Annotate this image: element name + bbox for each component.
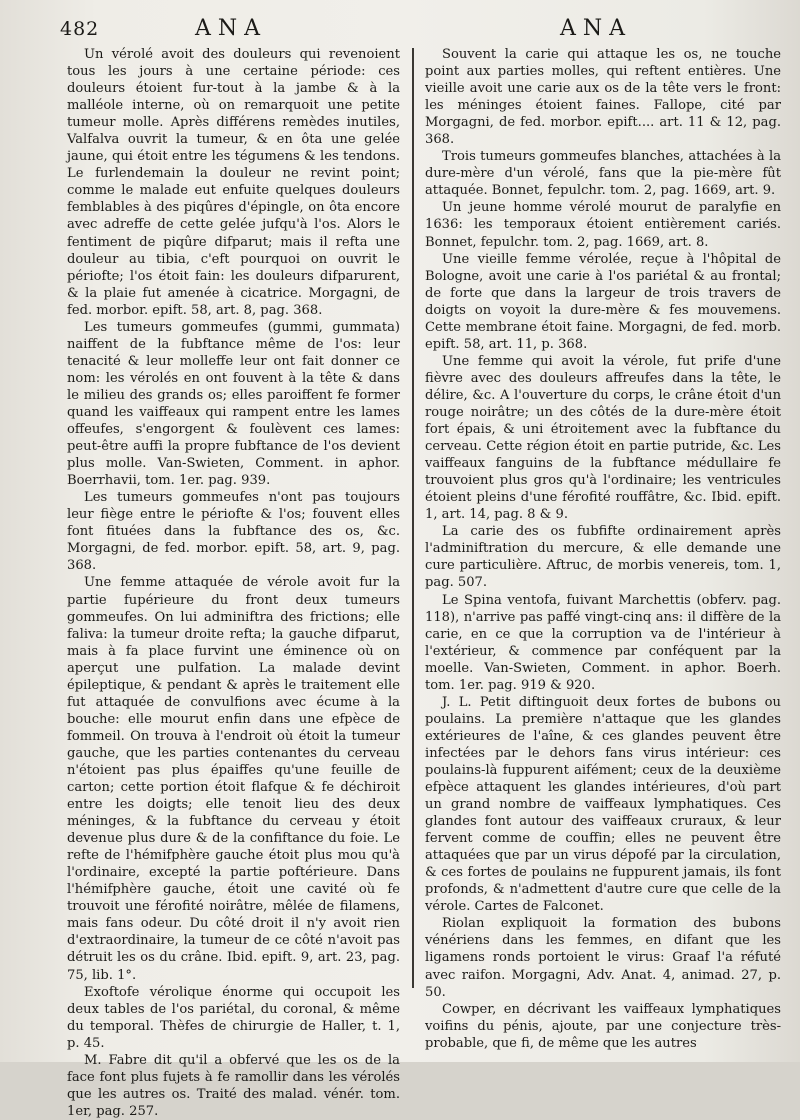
paragraph: Les tumeurs gommeufes n'ont pas toujours leur fiège entre le périofte & l'os; fouvent elles font fituées dans la fubftance des os, &c. Morgagni, de fed. morbor. epift. 58, art. 9, pag. 368. [67,490,400,574]
paragraph: Un vérolé avoit des douleurs qui revenoient tous les jours à une certaine période: ces douleurs étoient fur-tout à la jambe & à la malléole interne, où on remarquoit une petite tumeur molle. Après différens remèdes inutiles, Valfalva ouvrit la tumeur, & en ôta une gelée jaune, qui étoit entre les tégumens & les tendons. Le furlendemain la douleur ne revint point; comme le malade eut enfuite quelques douleurs femblables à des piqûres d'épingle, on ôta encore avec adreffe de cette gelée jufqu'à l'os. Alors le fentiment de piqûre difparut; mais il refta une douleur au tibia, c'eft pourquoi on ouvrit le périofte; l'os étoit fain: les douleurs difparurent, & la plaie fut amenée à cicatrice. Morgagni, de fed. morbor. epift. 58, art. 8, pag. 368. [67,47,400,318]
paragraph: Les tumeurs gommeufes (gummi, gummata) naiffent de la fubftance même de l'os: leur tenacité & leur molleffe leur ont fait donner ce nom: les vérolés en ont fouvent à la tête & dans le milieu des grands os; elles paroiffent fe former quand les vaiffeaux qui rampent entre les lames offeufes, s'engorgent & foulèvent ces lames: peut-être auffi la propre fubftance de l'os devient plus molle. Van-Swieten, Comment. in aphor. Boerrhavii, tom. 1er. pag. 939. [67,319,400,489]
paragraph: Souvent la carie qui attaque les os, ne touche point aux parties molles, qui reftent entières. Une vieille avoit une carie aux os de la tête vers le front: les méninges étoient faines. Fallope, cité par Morgagni, de fed. morbor. epift.... art. 11 & 12, pag. 368. [425,47,781,148]
paragraph: J. L. Petit diftinguoit deux fortes de bubons ou poulains. La première n'attaque que les glandes extérieures de l'aîne, & ces glandes peuvent être infectées par le dehors fans virus intérieur: ces poulains-là fuppurent aifément; ceux de la deuxième efpèce attaquent les glandes intérieures, d'où part un grand nombre de vaiffeaux lymphatiques. Ces glandes font autour des vaiffeaux cruraux, & leur fervent comme de couffin; elles ne peuvent être attaquées que par un virus dépofé par la circulation, & ces fortes de poulains ne fuppurent jamais, ils font profonds, & n'admettent d'autre cure que celle de la vérole. Cartes de Falconet. [425,694,781,915]
paragraph: Trois tumeurs gommeufes blanches, attachées à la dure-mère d'un vérolé, fans que la pie-mère fût attaquée. Bonnet, fepulchr. tom. 2, pag. 1669, art. 9. [425,149,781,199]
column-divider [412,48,414,988]
paragraph: Exoftofe vérolique énorme qui occupoit les deux tables de l'os pariétal, du coronal, & même du temporal. Thèfes de chirurgie de Haller, t. 1, p. 45. [67,984,400,1051]
running-title-right: ANA [560,16,633,41]
paragraph: Une femme qui avoit la vérole, fut prife d'une fièvre avec des douleurs affreufes dans la tête, le délire, &c. A l'ouverture du corps, le crâne étoit d'un rouge noirâtre; un des côtés de la dure-mère étoit fort épais, & uni étroitement avec la fubftance du cerveau. Cette région étoit en partie putride, &c. Les vaiffeaux fanguins de la fubftance médullaire fe trouvoient plus gros qu'à l'ordinaire; les ventricules étoient pleins d'une férofité rouffâtre, &c. Ibid. epift. 1, art. 14, pag. 8 & 9. [425,353,781,523]
running-header [0,16,800,44]
paragraph: Riolan expliquoit la formation des bubons vénériens dans les femmes, en difant que les ligamens ronds portoient le virus: Graaf l'a réfuté avec raifon. Morgagni, Adv. Anat. 4, animad. 27, p. 50. [425,916,781,1000]
right-column [425,46,781,1052]
paragraph: Le Spina ventofa, fuivant Marchettis (obferv. pag. 118), n'arrive pas paffé vingt-cinq ans: il diffère de la carie, en ce que la corruption va de l'intérieur à l'extérieur, & commence par conféquent par la moelle. Van-Swieten, Comment. in aphor. Boerh. tom. 1er. pag. 919 & 920. [425,592,781,693]
paragraph: Une vieille femme vérolée, reçue à l'hôpital de Bologne, avoit une carie à l'os pariétal & au frontal; de forte que dans la largeur de trois travers de doigts on voyoit la dure-mère & fes mouvemens. Cette membrane étoit faine. Morgagni, de fed. morb. epift. 58, art. 11, p. 368. [425,251,781,352]
paragraph: Un jeune homme vérolé mourut de paralyfie en 1636: les temporaux étoient entièrement cariés. Bonnet, fepulchr. tom. 2, pag. 1669, art. 8. [425,200,781,250]
running-title-left: ANA [195,16,268,41]
paragraph: Une femme attaquée de vérole avoit fur la partie fupérieure du front deux tumeurs gommeufes. On lui adminiftra des frictions; elle faliva: la tumeur droite refta; la gauche difparut, mais à fa place furvint une éminence où on aperçut une pulfation. La malade devint épileptique, & pendant & après le traitement elle fut attaquée de convulfions avec écume à la bouche: elle mourut enfin dans une efpèce de fommeil. On trouva à l'endroit où étoit la tumeur gauche, que les parties contenantes du cerveau n'étoient pas plus épaiffes qu'une feuille de carton; cette portion étoit flafque & fe déchiroit entre les doigts; elle tenoit lieu des deux méninges, & la fubftance du cerveau y étoit devenue plus dure & de la confiftance du foie. Le refte de l'hémifphère gauche étoit plus mou qu'à l'ordinaire, excepté la partie poftérieure. Dans l'hémifphère gauche, étoit une cavité où fe trouvoit une férofité noirâtre, mêlée de filamens, mais fans odeur. Du côté droit il n'y avoit rien d'extraordinaire, la tumeur de ce côté n'avoit pas détruit les os du crâne. Ibid. epift. 9, art. 23, pag. 75, lib. 1°. [67,575,400,983]
page-number: 482 [60,18,100,40]
paragraph: M. Fabre dit qu'il a obfervé que les os de la face font plus fujets à fe ramollir dans les vérolés que les autres os. Traité des malad. vénér. tom. 1er, pag. 257. [67,1052,400,1119]
paragraph: La carie des os fubfifte ordinairement après l'adminiftration du mercure, & elle demande une cure particulière. Aftruc, de morbis venereis, tom. 1, pag. 507. [425,524,781,591]
left-column [67,46,400,1120]
paragraph: Cowper, en décrivant les vaiffeaux lymphatiques voifins du pénis, ajoute, par une conjecture très-probable, que fi, de même que les autres [425,1001,781,1051]
